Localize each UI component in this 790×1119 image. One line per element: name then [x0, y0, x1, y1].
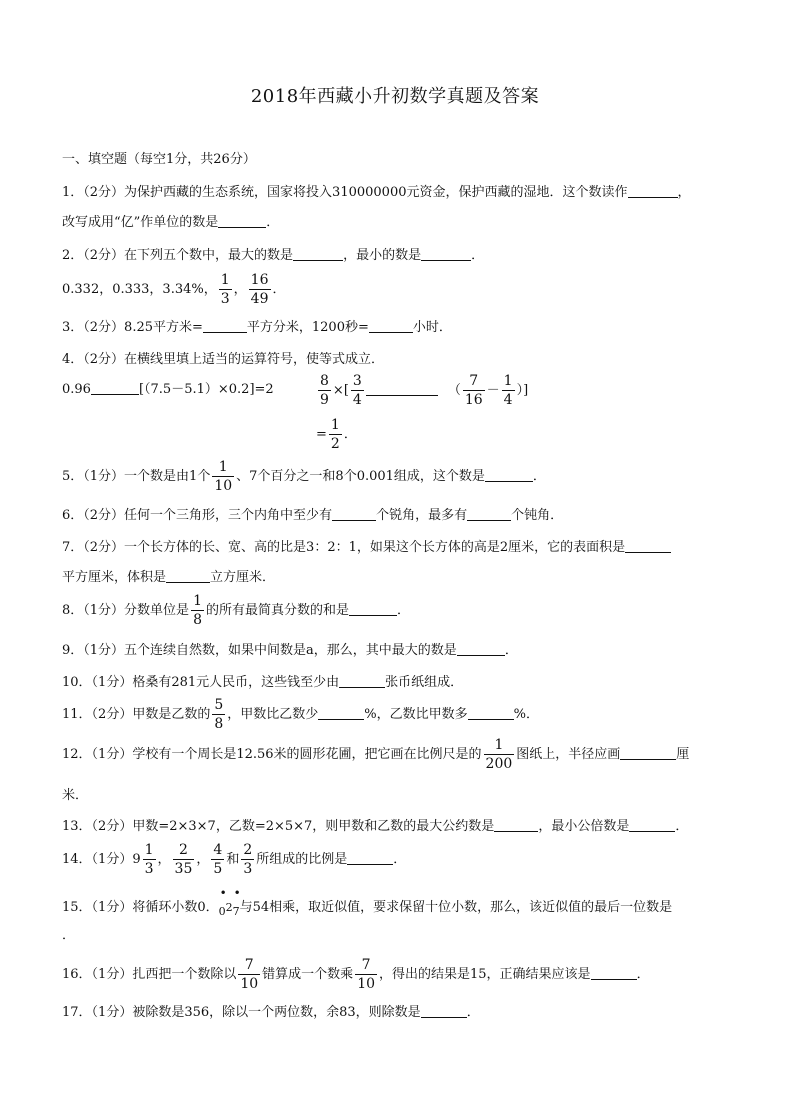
q-text: 在横线里填上适当的运算符号，使等式成立． [124, 352, 385, 367]
fraction: $\frac{3}{4}$ [352, 373, 362, 408]
q-text: 个钝角． [511, 508, 564, 523]
q-text: = [316, 427, 327, 442]
answer-blank[interactable] [628, 183, 678, 198]
q-text: 9 [132, 852, 141, 867]
fraction: $\frac{1}{3}$ [144, 842, 154, 877]
repeat-dot: • [219, 886, 227, 900]
question-9 [62, 641, 518, 661]
repeat-dot: • [233, 886, 241, 900]
q-text: 和 [226, 852, 240, 867]
answer-blank[interactable] [629, 817, 675, 832]
q-text: － [486, 383, 500, 398]
answer-blank[interactable] [485, 467, 533, 482]
q-number: 5．（1分） [62, 469, 125, 484]
q-text: 改写成用“亿”作单位的数是 [62, 215, 219, 230]
q-text: [（7.5－5.1）×0.2]=2 [138, 382, 274, 397]
fraction: $\frac{1}{8}$ [193, 593, 202, 628]
answer-blank[interactable] [339, 673, 385, 688]
q-text: 学校有一个周长是12.56米的圆形花圃，把它画在比例尺是的 [132, 747, 482, 762]
answer-blank[interactable] [591, 965, 637, 980]
q-number: 13．（2分） [62, 819, 133, 834]
q-text: 张币纸组成． [385, 675, 464, 690]
q-text: 平方厘米，体积是 [62, 570, 167, 585]
question-15-line2 [62, 926, 75, 946]
answer-blank[interactable] [349, 601, 397, 616]
q-text: %，乙数比甲数多 [364, 707, 468, 722]
fraction: $\frac{5}{8}$ [214, 697, 224, 732]
q-text: 米． [62, 788, 89, 803]
q-text: 将循环小数0． [132, 900, 219, 915]
question-14 [62, 843, 406, 877]
answer-blank[interactable] [166, 568, 210, 583]
answer-blank[interactable] [91, 380, 139, 395]
fraction: $\frac{7}{10}$ [240, 957, 259, 992]
q-text: 为保护西藏的生态系统，国家将投入310000000元资金，保护西藏的湿地．这个数读作 [124, 185, 628, 200]
q-text: （ [447, 383, 461, 398]
q-text: ，最小公倍数是 [538, 819, 630, 834]
fraction: $\frac{1}{4}$ [503, 373, 513, 408]
fraction: $\frac{1}{3}$ [220, 272, 230, 307]
q-text: ． [466, 1005, 480, 1020]
q-number: 16．（1分） [62, 967, 133, 982]
answer-blank[interactable] [218, 213, 266, 228]
question-2-line2 [62, 273, 286, 307]
q-text: ． [636, 967, 650, 982]
q-text: 甲数是乙数的 [132, 707, 211, 722]
answer-blank[interactable] [293, 246, 343, 261]
q-text: ，最小的数是 [343, 248, 422, 263]
fraction: $\frac{7}{10}$ [357, 957, 376, 992]
question-4-left-equation [62, 380, 274, 400]
q-number: 1．（2分） [62, 185, 125, 200]
page-title: 2018年西藏小升初数学真题及答案 [250, 86, 540, 107]
answer-blank[interactable] [318, 705, 364, 720]
q-text: %． [513, 707, 539, 722]
question-6 [62, 506, 563, 526]
q-number: 8．（1分） [62, 603, 125, 618]
q-text: ． [393, 852, 407, 867]
question-11 [62, 698, 539, 732]
answer-blank[interactable] [457, 641, 505, 656]
question-4-right-equation [316, 374, 528, 408]
repeating-digit: 2 [225, 901, 233, 914]
q-number: 15．（1分） [62, 900, 133, 915]
answer-blank[interactable] [347, 850, 393, 865]
q-text: ． [471, 248, 485, 263]
q-text: 五个连续自然数，如果中间数是a，那么，其中最大的数是 [124, 643, 457, 658]
answer-blank[interactable] [332, 506, 376, 521]
question-12 [62, 738, 689, 772]
question-4-right-result [316, 418, 357, 452]
answer-blank[interactable] [421, 1003, 467, 1018]
q-text: ， [677, 185, 691, 200]
fraction: $\frac{1}{200}$ [485, 737, 513, 772]
question-12-line2 [62, 786, 88, 806]
q-text: ． [272, 282, 286, 297]
answer-blank[interactable] [494, 817, 538, 832]
q-text: ， [196, 852, 210, 867]
q-text: 、7个百分之一和8个0.001组成，这个数是 [236, 469, 485, 484]
q-text: ． [397, 603, 411, 618]
q-text: 扎西把一个数除以 [132, 967, 237, 982]
fraction: $\frac{1}{10}$ [214, 459, 233, 494]
q-text: 分数单位是 [124, 603, 190, 618]
q-text: ． [266, 215, 280, 230]
q-text: 0.96 [62, 382, 91, 397]
q-text: ，得出的结果是15，正确结果应该是 [379, 967, 591, 982]
q-number: 9．（1分） [62, 643, 125, 658]
q-text: 被除数是356，除以一个两位数，余83，则除数是 [132, 1005, 421, 1020]
repeating-digit: 7 [232, 905, 240, 918]
q-text: 格桑有281元人民币，这些钱至少由 [132, 675, 340, 690]
q-number: 11．（2分） [62, 707, 133, 722]
q-number: 6．（2分） [62, 508, 125, 523]
question-16 [62, 958, 650, 992]
question-5 [62, 460, 546, 494]
fraction: $\frac{1}{2}$ [330, 417, 340, 452]
q-text: 在下列五个数中，最大的数是 [124, 248, 294, 263]
q-text: 所组成的比例是 [256, 852, 348, 867]
q-text: 一个长方体的长、宽、高的比是3：2：1，如果这个长方体的高是2厘米，它的表面积是 [124, 540, 626, 555]
fraction: $\frac{4}{5}$ [213, 842, 223, 877]
fraction: $\frac{8}{9}$ [320, 373, 329, 408]
section-heading: 一、填空题（每空1分，共26分） [62, 152, 256, 167]
q-text: ． [532, 469, 546, 484]
question-1 [62, 183, 691, 203]
q-text: 立方厘米． [210, 570, 276, 585]
answer-blank[interactable] [625, 538, 671, 553]
q-text: 错算成一个数乘 [262, 967, 354, 982]
answer-blank[interactable] [366, 381, 438, 396]
answer-blank[interactable] [620, 745, 676, 760]
q-text: 平方分米，1200秒= [246, 320, 369, 335]
q-text: 与54相乘，取近似值，要求保留十位小数，那么，该近似值的最后一位数是 [239, 900, 673, 915]
question-8 [62, 594, 410, 628]
q-number: 10．（1分） [62, 675, 133, 690]
q-text: 8.25平方米= [124, 320, 203, 335]
q-text: 图纸上，半径应画 [516, 747, 621, 762]
question-3 [62, 318, 452, 338]
fraction: $\frac{2}{35}$ [174, 842, 193, 877]
answer-blank[interactable] [203, 318, 247, 333]
question-7-line2 [62, 568, 275, 588]
fraction: $\frac{16}{49}$ [250, 272, 269, 307]
answer-blank[interactable] [369, 318, 413, 333]
q-text: 0.332，0.333，3.34%， [62, 282, 217, 297]
q-number: 2．（2分） [62, 248, 125, 263]
q-number: 3．（2分） [62, 320, 125, 335]
repeating-digit: 0 [218, 905, 226, 918]
answer-blank[interactable] [468, 705, 514, 720]
question-15 [62, 886, 673, 922]
question-4 [62, 350, 384, 370]
answer-blank[interactable] [421, 246, 471, 261]
question-17 [62, 1003, 480, 1023]
q-text: 一个数是由1个 [124, 469, 211, 484]
q-text: 甲数=2×3×7，乙数=2×5×7，则甲数和乙数的最大公约数是 [132, 819, 495, 834]
q-number: 7．（2分） [62, 540, 125, 555]
repeating-decimal-digits [218, 886, 241, 918]
fraction: $\frac{2}{3}$ [243, 842, 253, 877]
question-13 [62, 817, 688, 837]
q-text: ． [62, 928, 76, 943]
fraction: $\frac{7}{16}$ [464, 373, 483, 408]
question-10 [62, 673, 463, 693]
q-text: ． [504, 643, 518, 658]
q-text: 的所有最简真分数的和是 [205, 603, 349, 618]
question-7 [62, 538, 671, 558]
q-text: 个锐角，最多有 [376, 508, 468, 523]
q-text: 任何一个三角形，三个内角中至少有 [124, 508, 333, 523]
q-text: ）] [516, 383, 529, 398]
answer-blank[interactable] [467, 506, 511, 521]
q-text: ． [343, 427, 357, 442]
question-2 [62, 246, 484, 266]
question-1-line2 [62, 213, 279, 233]
q-number: 17．（1分） [62, 1005, 133, 1020]
q-text: ，甲数比乙数少 [227, 707, 319, 722]
q-text: ×[ [332, 383, 349, 398]
q-number: 4．（2分） [62, 352, 125, 367]
q-text: 厘 [676, 747, 690, 762]
q-text: ． [675, 819, 689, 834]
q-text: ， [157, 852, 171, 867]
q-number: 12．（1分） [62, 747, 133, 762]
q-number: 14．（1分） [62, 852, 133, 867]
q-text: 小时． [412, 320, 452, 335]
q-text: ， [233, 282, 247, 297]
